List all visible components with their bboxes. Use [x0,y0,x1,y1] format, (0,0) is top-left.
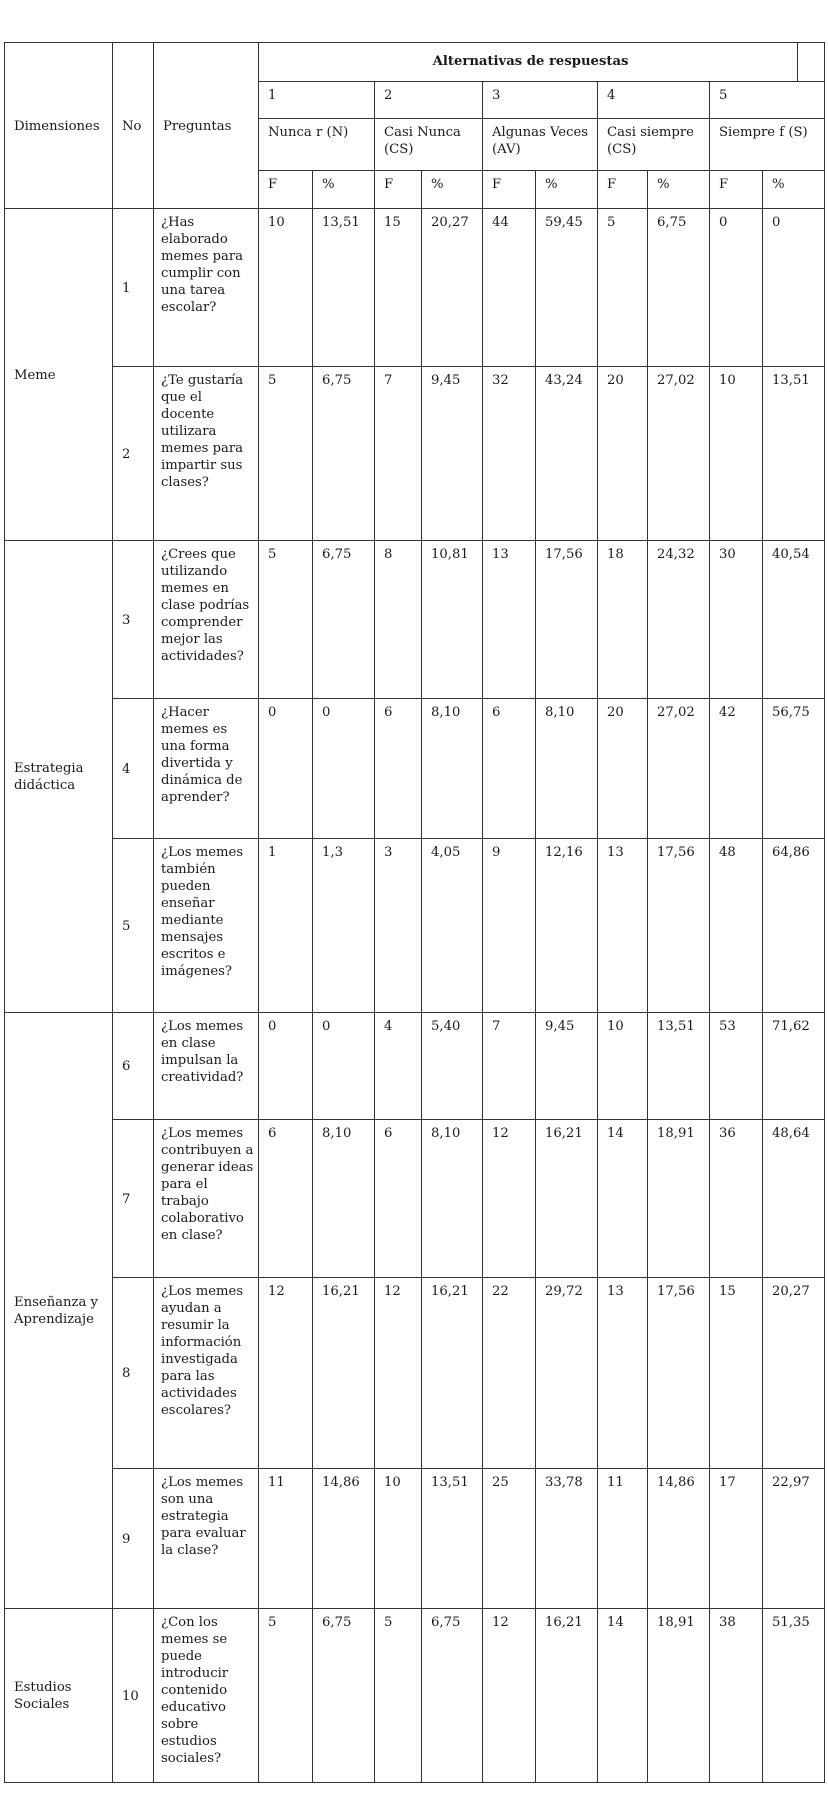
question-number: 1 [113,209,154,367]
header-questions: Preguntas [154,43,259,209]
percent-cell: 27,02 [648,367,710,541]
percent-cell: 9,45 [536,1013,598,1120]
percent-cell: 64,86 [763,839,825,1013]
header-alternatives: Alternativas de respuestas [259,43,798,82]
question-text: ¿Hacer memes es una forma divertida y dinámica de aprender? [154,699,259,839]
percent-cell: 51,35 [763,1609,825,1783]
dimension-cell: Estrategia didáctica [5,541,113,1013]
frequency-cell: 22 [483,1278,536,1469]
percent-cell: 12,16 [536,839,598,1013]
question-number: 6 [113,1013,154,1120]
dimension-cell: Estudios Sociales [5,1609,113,1783]
frequency-cell: 53 [710,1013,763,1120]
frequency-cell: 10 [375,1469,422,1609]
frequency-cell: 6 [375,699,422,839]
percent-cell: 33,78 [536,1469,598,1609]
question-number: 3 [113,541,154,699]
percent-cell: 16,21 [422,1278,483,1469]
table-row [5,1609,825,1783]
percent-cell: 13,51 [422,1469,483,1609]
frequency-cell: 15 [710,1278,763,1469]
percent-cell: 0 [313,699,375,839]
option-label-5: Siempre f (S) [710,119,825,171]
option-number-1: 1 [259,82,375,119]
percent-cell: 13,51 [763,367,825,541]
question-text: ¿Los memes también pueden enseñar mediante mensajes escritos e imágenes? [154,839,259,1013]
frequency-cell: 5 [259,367,313,541]
percent-cell: 9,45 [422,367,483,541]
frequency-cell: 20 [598,699,648,839]
table-body [5,209,825,1783]
question-number: 10 [113,1609,154,1783]
percent-cell: 40,54 [763,541,825,699]
percent-cell: 1,3 [313,839,375,1013]
table-row [5,1120,825,1278]
frequency-cell: 10 [259,209,313,367]
frequency-cell: 42 [710,699,763,839]
frequency-cell: 6 [483,699,536,839]
header-dimensions: Dimensiones [5,43,113,209]
frequency-cell: 5 [598,209,648,367]
frequency-cell: 6 [259,1120,313,1278]
col-pct-1: % [313,171,375,209]
frequency-cell: 9 [483,839,536,1013]
frequency-cell: 36 [710,1120,763,1278]
frequency-cell: 20 [598,367,648,541]
percent-cell: 10,81 [422,541,483,699]
frequency-cell: 32 [483,367,536,541]
col-f-2: F [375,171,422,209]
frequency-cell: 25 [483,1469,536,1609]
percent-cell: 16,21 [313,1278,375,1469]
frequency-cell: 14 [598,1609,648,1783]
frequency-cell: 12 [483,1609,536,1783]
percent-cell: 8,10 [422,1120,483,1278]
table-row [5,1013,825,1120]
percent-cell: 16,21 [536,1609,598,1783]
percent-cell: 20,27 [763,1278,825,1469]
col-pct-2: % [422,171,483,209]
frequency-cell: 7 [483,1013,536,1120]
frequency-cell: 6 [375,1120,422,1278]
percent-cell: 4,05 [422,839,483,1013]
option-number-2: 2 [375,82,483,119]
percent-cell: 59,45 [536,209,598,367]
frequency-cell: 13 [483,541,536,699]
frequency-cell: 13 [598,839,648,1013]
question-text: ¿Crees que utilizando memes en clase podrías comprender mejor las actividades? [154,541,259,699]
frequency-cell: 8 [375,541,422,699]
percent-cell: 17,56 [536,541,598,699]
table-row [5,367,825,541]
frequency-cell: 0 [259,1013,313,1120]
frequency-cell: 11 [259,1469,313,1609]
percent-cell: 29,72 [536,1278,598,1469]
dimension-cell: Enseñanza y Aprendizaje [5,1013,113,1609]
percent-cell: 71,62 [763,1013,825,1120]
frequency-cell: 1 [259,839,313,1013]
frequency-cell: 14 [598,1120,648,1278]
question-number: 4 [113,699,154,839]
percent-cell: 13,51 [648,1013,710,1120]
option-number-5: 5 [710,82,825,119]
percent-cell: 27,02 [648,699,710,839]
question-number: 9 [113,1469,154,1609]
frequency-cell: 7 [375,367,422,541]
frequency-cell: 13 [598,1278,648,1469]
frequency-cell: 5 [375,1609,422,1783]
percent-cell: 0 [763,209,825,367]
percent-cell: 22,97 [763,1469,825,1609]
percent-cell: 8,10 [313,1120,375,1278]
frequency-cell: 10 [598,1013,648,1120]
frequency-cell: 10 [710,367,763,541]
col-pct-3: % [536,171,598,209]
frequency-cell: 3 [375,839,422,1013]
frequency-cell: 12 [483,1120,536,1278]
frequency-cell: 38 [710,1609,763,1783]
percent-cell: 56,75 [763,699,825,839]
question-text: ¿Los memes en clase impulsan la creatividad? [154,1013,259,1120]
frequency-cell: 30 [710,541,763,699]
dimension-cell: Meme [5,209,113,541]
percent-cell: 17,56 [648,839,710,1013]
table-row [5,1278,825,1469]
percent-cell: 43,24 [536,367,598,541]
question-number: 5 [113,839,154,1013]
frequency-cell: 0 [259,699,313,839]
percent-cell: 5,40 [422,1013,483,1120]
percent-cell: 8,10 [536,699,598,839]
header-no: No [113,43,154,209]
frequency-cell: 5 [259,541,313,699]
percent-cell: 17,56 [648,1278,710,1469]
frequency-cell: 12 [375,1278,422,1469]
option-label-4: Casi siempre (CS) [598,119,710,171]
percent-cell: 6,75 [313,367,375,541]
question-text: ¿Los memes contribuyen a generar ideas para el trabajo colaborativo en clase? [154,1120,259,1278]
table-row [5,209,825,367]
question-text: ¿Los memes son una estrategia para evaluar la clase? [154,1469,259,1609]
frequency-cell: 4 [375,1013,422,1120]
percent-cell: 18,91 [648,1609,710,1783]
question-text: ¿Con los memes se puede introducir contenido educativo sobre estudios sociales? [154,1609,259,1783]
question-number: 2 [113,367,154,541]
table-row [5,839,825,1013]
frequency-cell: 18 [598,541,648,699]
percent-cell: 0 [313,1013,375,1120]
percent-cell: 6,75 [313,541,375,699]
table-row [5,699,825,839]
col-pct-5: % [763,171,825,209]
frequency-cell: 15 [375,209,422,367]
col-f-4: F [598,171,648,209]
frequency-cell: 11 [598,1469,648,1609]
col-pct-4: % [648,171,710,209]
percent-cell: 24,32 [648,541,710,699]
col-f-5: F [710,171,763,209]
percent-cell: 6,75 [422,1609,483,1783]
col-f-3: F [483,171,536,209]
frequency-cell: 44 [483,209,536,367]
percent-cell: 8,10 [422,699,483,839]
question-text: ¿Has elaborado memes para cumplir con una tarea escolar? [154,209,259,367]
option-label-2: Casi Nunca (CS) [375,119,483,171]
option-label-3: Algunas Veces (AV) [483,119,598,171]
percent-cell: 14,86 [313,1469,375,1609]
percent-cell: 6,75 [313,1609,375,1783]
percent-cell: 6,75 [648,209,710,367]
percent-cell: 20,27 [422,209,483,367]
table-row [5,1469,825,1609]
percent-cell: 13,51 [313,209,375,367]
question-number: 7 [113,1120,154,1278]
option-number-4: 4 [598,82,710,119]
table-row [5,541,825,699]
frequency-cell: 17 [710,1469,763,1609]
percent-cell: 16,21 [536,1120,598,1278]
question-text: ¿Te gustaría que el docente utilizara memes para impartir sus clases? [154,367,259,541]
frequency-cell: 48 [710,839,763,1013]
percent-cell: 48,64 [763,1120,825,1278]
header-blank-cell [798,43,825,82]
question-number: 8 [113,1278,154,1469]
option-number-3: 3 [483,82,598,119]
col-f-1: F [259,171,313,209]
percent-cell: 14,86 [648,1469,710,1609]
survey-results-table [4,42,825,1783]
percent-cell: 18,91 [648,1120,710,1278]
survey-table-container [4,42,825,1783]
frequency-cell: 5 [259,1609,313,1783]
frequency-cell: 0 [710,209,763,367]
option-label-1: Nunca r (N) [259,119,375,171]
question-text: ¿Los memes ayudan a resumir la información investigada para las actividades escolares? [154,1278,259,1469]
frequency-cell: 12 [259,1278,313,1469]
